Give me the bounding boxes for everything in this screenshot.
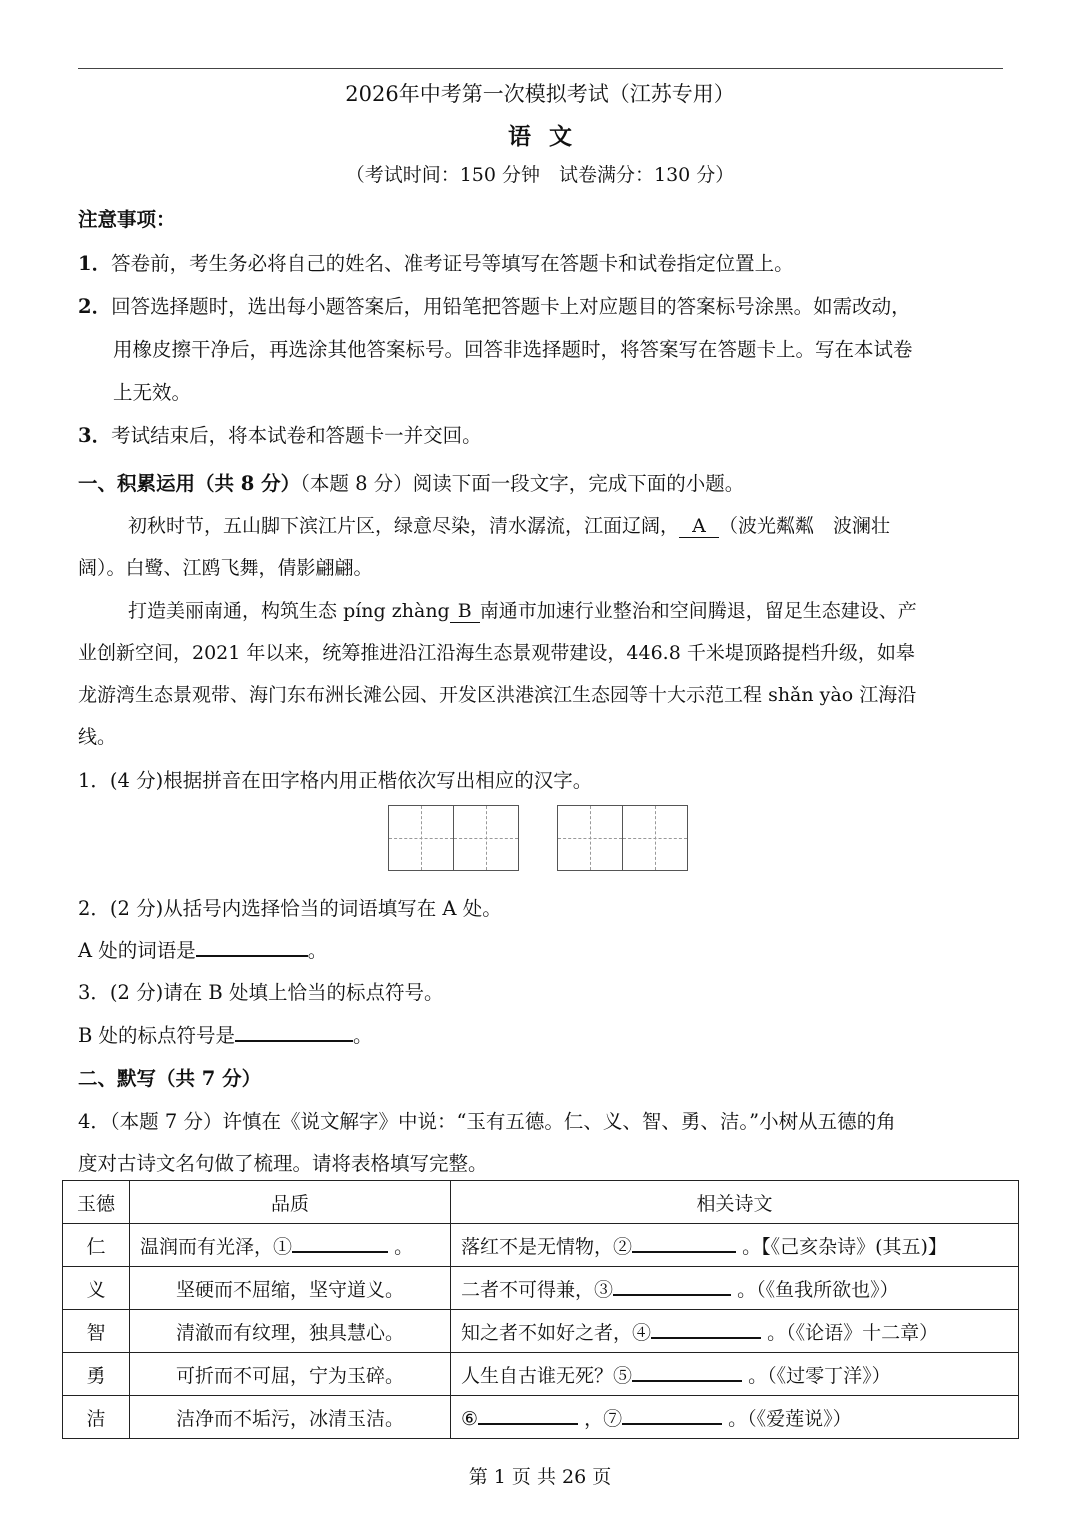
tianzige-cell[interactable] [622,805,688,871]
exam-title: 2026年中考第一次模拟考试（江苏专用） [345,82,735,106]
question-4-line2: 度对古诗文名句做了梳理。请将表格填写完整。 [78,1152,488,1175]
pinyin-2: shǎn yào [768,684,854,706]
passage-text: 江海沿 [859,684,917,706]
cell-poem [451,1224,1019,1267]
notice-item-2 [78,291,911,319]
poem-text: ，⑦ [584,1408,623,1430]
poem-source: 。（《过零丁洋》） [748,1365,891,1387]
question-4-line1: 4．（本题 7 分）许慎在《说文解字》中说：“玉有五德。仁、义、智、勇、洁。”小树从五德的角 [78,1110,896,1133]
notice-item-number: 1． [78,252,112,275]
poem-source: 。（《爱莲说》） [728,1408,852,1430]
blank-b: B [450,601,480,623]
poem-text: 人生自古谁无死？⑤ [461,1365,633,1387]
cell-virtue: 勇 [63,1353,130,1396]
notice-item-2-line2: 用橡皮擦干净后，再选涂其他答案标号。回答非选择题时，将答案写在答题卡上。写在本试卷 [113,338,913,361]
blank-2[interactable] [632,1231,736,1253]
cell-poem [451,1353,1019,1396]
table-row [63,1396,1019,1439]
answer-blank-b[interactable] [235,1020,353,1042]
pinyin-1: píng zhàng [343,600,450,622]
cell-poem [451,1310,1019,1353]
passage-paragraph-2-line4: 线。 [78,726,117,748]
answer-prompt: A 处的词语是 [78,939,196,962]
cell-quality: 坚硬而不屈缩，坚守道义。 [130,1267,451,1310]
notice-item-3 [78,420,482,448]
section1-header [78,468,744,496]
poem-text: 二者不可得兼，③ [461,1279,614,1301]
section1-heading: 一、积累运用（共 8 分） [78,472,301,495]
notice-item-number: 3． [78,424,112,447]
blank-5[interactable] [632,1360,742,1382]
tianzige-cell[interactable] [388,805,454,871]
question-1: 1．(4 分)根据拼音在田字格内用正楷依次写出相应的汉字。 [78,769,593,792]
notice-item-text: 答卷前，考生务必将自己的姓名、准考证号等填写在答题卡和试卷指定位置上。 [111,252,794,275]
notice-item-text: 考试结束后，将本试卷和答题卡一并交回。 [111,424,482,447]
passage-paragraph-2 [128,596,917,623]
table-row [63,1224,1019,1267]
answer-blank-a[interactable] [196,935,308,957]
poem-source: 。【《己亥杂诗》(其五)】 [742,1236,947,1258]
writing-grid-2[interactable] [557,805,688,871]
question-2-answer [78,935,327,963]
blank-3[interactable] [613,1274,731,1296]
passage-paragraph-2-line2: 业创新空间，2021 年以来，统筹推进沿江沿海生态景观带建设，446.8 千米堤顶路提档升级，如皋 [78,642,915,664]
table-row [63,1267,1019,1310]
passage-text: 南通市加速行业整治和空间腾退，留足生态建设、产 [479,600,917,622]
passage-text: 初秋时节，五山脚下滨江片区，绿意尽染，清水潺流，江面辽阔， [128,515,680,537]
notice-item-1 [78,248,794,276]
section2-heading: 二、默写（共 7 分） [78,1067,262,1090]
header-quality: 品质 [130,1181,451,1224]
period: 。 [353,1024,373,1047]
question-2: 2．(2 分)从括号内选择恰当的词语填写在 A 处。 [78,897,502,920]
poem-text: 知之者不如好之者，④ [461,1322,652,1344]
cell-quality: 洁净而不垢污，冰清玉洁。 [130,1396,451,1439]
question-3-answer [78,1020,373,1048]
writing-grid-1[interactable] [388,805,519,871]
top-rule [78,68,1003,69]
exam-time-info: （考试时间：150 分钟 试卷满分：130 分） [345,164,735,186]
passage-paragraph-1 [128,511,890,538]
poem-source: 。（《论语》十二章） [767,1322,939,1344]
period: 。 [307,939,328,962]
blank-4[interactable] [651,1317,761,1339]
blank-1[interactable] [292,1231,388,1253]
notice-heading: 注意事项： [78,208,176,231]
subject-title: 语文 [508,123,590,150]
notice-item-text: 回答选择题时，选出每小题答案后，用铅笔把答题卡上对应题目的答案标号涂黑。如需改动， [111,295,911,318]
cell-quality [130,1224,451,1267]
cell-poem [451,1267,1019,1310]
answer-prompt: B 处的标点符号是 [78,1024,236,1047]
quality-text: 。 [394,1236,414,1258]
header-poem: 相关诗文 [451,1181,1019,1224]
header-virtue: 玉德 [63,1181,130,1224]
blank-6[interactable] [478,1403,578,1425]
cell-virtue: 义 [63,1267,130,1310]
table-header-row [63,1181,1019,1224]
quality-text: 温润而有光泽，① [140,1236,293,1258]
passage-paragraph-1-cont: 阔）。白鹭、江鸥飞舞，倩影翩翩。 [78,557,373,579]
table-row [63,1310,1019,1353]
poem-source: 。（《鱼我所欲也》） [737,1279,899,1301]
tianzige-cell[interactable] [453,805,519,871]
poem-text: 落红不是无情物，② [461,1236,633,1258]
cell-quality: 可折而不可屈，宁为玉碎。 [130,1353,451,1396]
cell-poem [451,1396,1019,1439]
cell-virtue: 智 [63,1310,130,1353]
passage-text: 打造美丽南通，构筑生态 [128,600,338,622]
passage-text: 龙游湾生态景观带、海门东布洲长滩公园、开发区洪港滨江生态园等十大示范工程 [78,684,763,706]
page-footer: 第 1 页 共 26 页 [468,1466,612,1488]
passage-paragraph-2-line3 [78,680,916,707]
tianzige-cell[interactable] [557,805,623,871]
blank-a: A [679,516,719,538]
section1-intro: （本题 8 分）阅读下面一段文字，完成下面的小题。 [300,472,745,495]
notice-item-number: 2． [78,295,112,318]
cell-virtue: 仁 [63,1224,130,1267]
blank-7[interactable] [622,1403,722,1425]
table-row [63,1353,1019,1396]
question-3: 3．(2 分)请在 B 处填上恰当的标点符号。 [78,981,444,1004]
notice-item-2-line3: 上无效。 [113,381,192,404]
cell-virtue: 洁 [63,1396,130,1439]
poem-text: ⑥ [461,1408,479,1430]
cell-quality: 清澈而有纹理，独具慧心。 [130,1310,451,1353]
passage-text: （波光粼粼 波澜壮 [719,515,891,537]
jade-virtue-table [62,1180,1019,1439]
